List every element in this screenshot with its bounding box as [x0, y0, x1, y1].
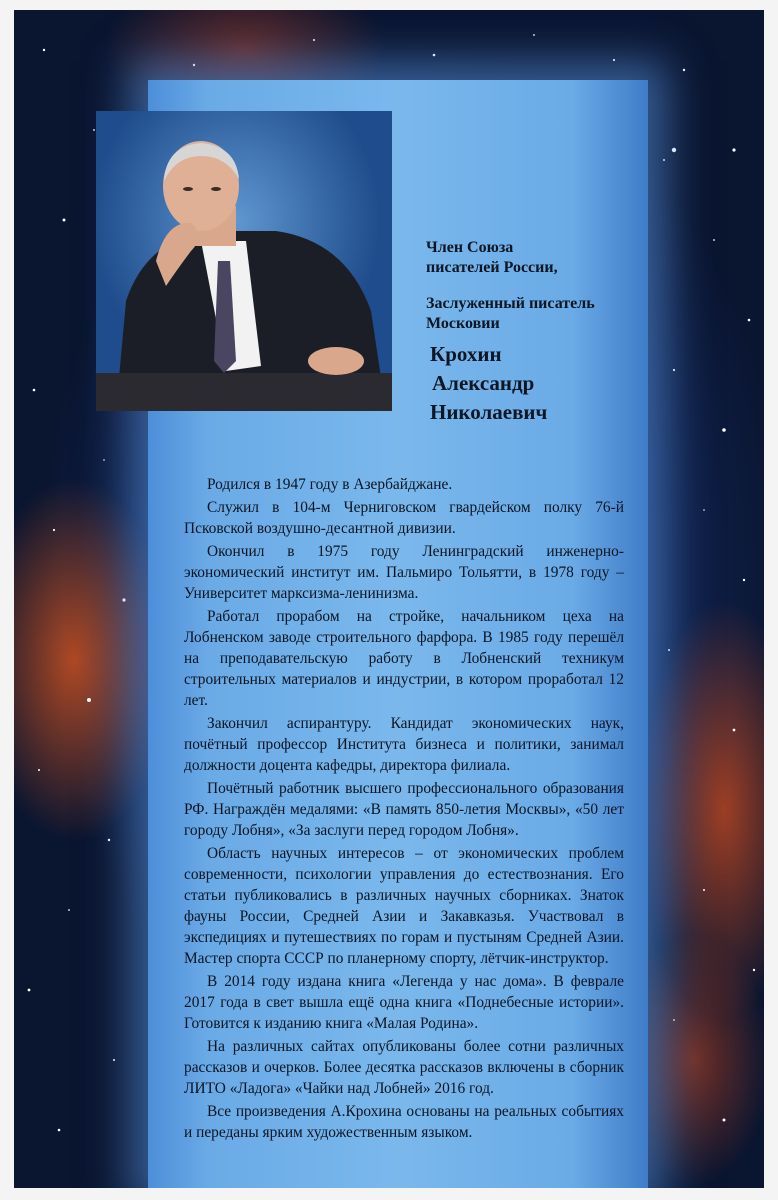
honor-line-1: Заслуженный писатель — [426, 295, 595, 312]
bio-paragraph: Родился в 1947 году в Азербайджане. — [207, 476, 453, 493]
bio-paragraph: Окончил в 1975 году Ленинградский инженерно-экономический институт им. Пальмиро Тольятти, в 1978 году – Университет марксизма-ленинизма. — [184, 543, 624, 602]
biography-text — [184, 474, 624, 1145]
honor-heading — [426, 294, 595, 334]
author-first-name: Александр — [432, 371, 535, 395]
bio-paragraph: Все произведения А.Крохина основаны на реальных событиях и переданы ярким художественным языком. — [184, 1103, 624, 1141]
membership-line-1: Член Союза — [426, 239, 514, 256]
bio-paragraph: В 2014 году издана книга «Легенда у нас дома». В феврале 2017 года в свет вышла ещё одна книга «Поднебесные истории». Готовится к изданию книга «Малая Родина». — [184, 973, 624, 1032]
bio-paragraph: Почётный работник высшего профессионального образования РФ. Награждён медалями: «В память 850-летия Москвы», «50 лет городу Лобня», «За заслуги перед городом Лобня». — [184, 780, 624, 839]
author-patronymic: Николаевич — [430, 400, 548, 424]
membership-heading — [426, 238, 558, 278]
honor-line-2: Московии — [426, 315, 500, 332]
bio-paragraph: Работал прорабом на стройке, начальником цеха на Лобненском заводе строительного фарфора. В 1985 году перешёл на преподавательскую работу в Лобненский техникум строительных материалов и индустрии, в котором проработал 12 лет. — [184, 608, 624, 709]
author-name — [430, 340, 547, 427]
book-back-cover — [14, 10, 764, 1188]
bio-paragraph: На различных сайтах опубликованы более сотни различных рассказов и очерков. Более десятка рассказов включены в сборник ЛИТО «Ладога» «Чайки над Лобней» 2016 год. — [184, 1038, 624, 1097]
author-portrait — [96, 111, 392, 411]
membership-line-2: писателей России, — [426, 259, 558, 276]
bio-paragraph: Закончил аспирантуру. Кандидат экономических наук, почётный профессор Института бизнеса и политики, занимал должности доцента кафедры, директора филиала. — [184, 715, 624, 774]
author-surname: Крохин — [430, 342, 502, 366]
bio-paragraph: Служил в 104-м Черниговском гвардейском полку 76-й Псковской воздушно-десантной дивизии. — [184, 499, 624, 537]
portrait-illustration — [96, 111, 392, 411]
bio-paragraph: Область научных интересов – от экономических проблем современности, психологии управления до естествознания. Его статьи публиковались в различных научных сборниках. Знаток фауны России, Средней Азии и Закавказья. Участвовал в экспедициях и путешествиях по горам и пустыням Средней Азии. Мастер спорта СССР по планерному спорту, лётчик-инструктор. — [184, 845, 624, 967]
